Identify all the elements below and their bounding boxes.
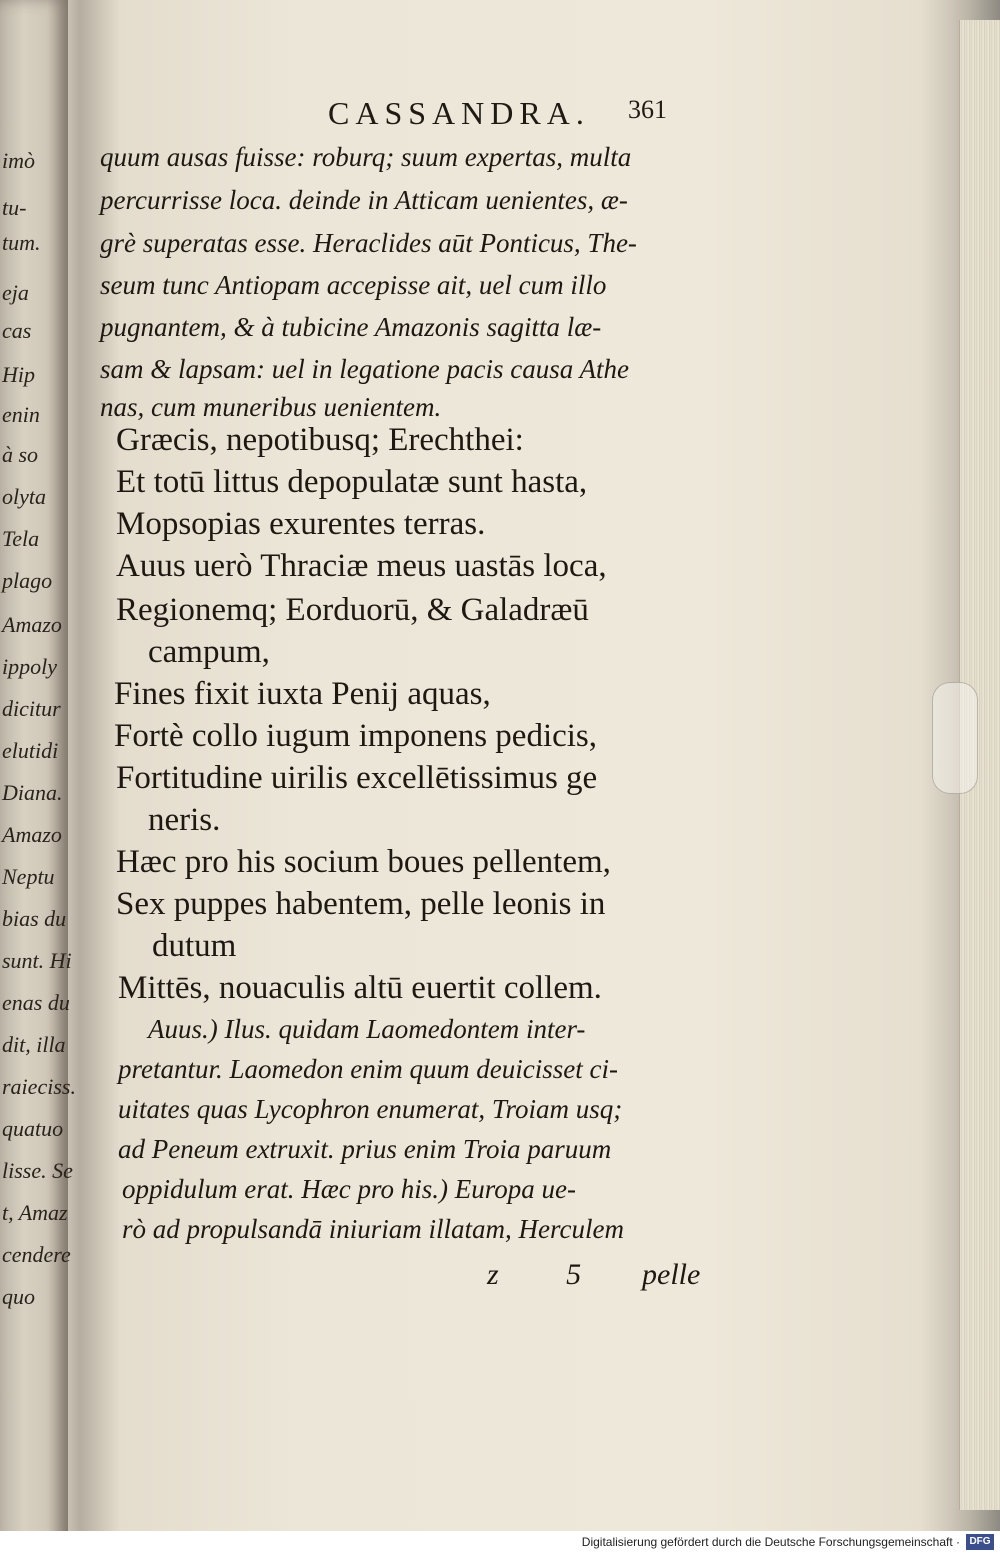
left-fragment: lisse. Se (2, 1158, 73, 1183)
left-fragment: Amazo (2, 612, 62, 637)
verse-line: Auus uerò Thraciæ meus uastās loca, (116, 548, 607, 584)
left-fragment: ippoly (2, 654, 57, 679)
left-fragment: Neptu (2, 864, 55, 889)
left-fragment: tum. (2, 230, 41, 255)
left-fragment: olyta (2, 484, 46, 509)
commentary-line: pretantur. Laomedon enim quum deuicisset ci- (118, 1054, 618, 1084)
left-fragment: Diana. (2, 780, 63, 805)
verse-line: dutum (152, 928, 237, 964)
left-fragment: elutidi (2, 738, 59, 763)
left-fragment: Amazo (2, 822, 62, 847)
left-fragment: quo (2, 1284, 35, 1309)
verse-line: Mittēs, nouaculis altū euertit collem. (118, 970, 602, 1006)
running-head: CASSANDRA. (328, 95, 590, 131)
verse-line: Sex puppes habentem, pelle leonis in (116, 886, 606, 922)
signature-mark: z 5 (487, 1258, 612, 1291)
dfg-logo-icon: DFG (966, 1534, 994, 1550)
left-fragment: cendere (2, 1242, 71, 1267)
verse-line: Fines fixit iuxta Penij aquas, (114, 676, 491, 712)
commentary-line: ad Peneum extruxit. prius enim Troia paruum (118, 1134, 612, 1164)
commentary-line: Auus.) Ilus. quidam Laomedontem inter- (148, 1014, 586, 1044)
left-fragment: à so (2, 442, 39, 467)
left-fragment: dit, illa (2, 1032, 66, 1057)
commentary-line: grè superatas esse. Heraclides aūt Ponticus, The- (100, 228, 637, 258)
left-fragment: plago (2, 568, 53, 593)
left-fragment: enin (2, 402, 40, 427)
commentary-line: seum tunc Antiopam accepisse ait, uel cum illo (100, 270, 607, 300)
page-number: 361 (628, 95, 667, 124)
commentary-line: pugnantem, & à tubicine Amazonis sagitta læ- (100, 312, 602, 342)
commentary-line: sam & lapsam: uel in legatione pacis causa Athe (100, 354, 629, 384)
left-fragment: Tela (2, 526, 40, 551)
left-fragment: eja (2, 280, 29, 305)
verse-line: Fortè collo iugum imponens pedicis, (114, 718, 598, 754)
left-fragment: t, Amaz (2, 1200, 68, 1225)
verse-line: Regionemq; Eorduorū, & Galadræū (116, 592, 589, 628)
commentary-line: quum ausas fuisse: roburq; suum expertas, multa (100, 142, 632, 172)
left-page-edge (0, 0, 76, 1555)
left-fragment: raieciss. (2, 1074, 76, 1099)
left-fragment: dicitur (2, 696, 61, 721)
verse-line: neris. (148, 802, 221, 838)
commentary-line: oppidulum erat. Hæc pro his.) Europa ue- (122, 1174, 576, 1204)
left-fragment: Hip (2, 362, 35, 387)
verse-line: Hæc pro his socium boues pellentem, (116, 844, 611, 880)
verse-line: Mopsopias exurentes terras. (116, 506, 486, 542)
left-fragment: quatuo (2, 1116, 64, 1141)
left-fragment: enas du (2, 990, 70, 1015)
page-tab (932, 682, 978, 794)
verse-line: Græcis, nepotibusq; Erechthei: (116, 422, 524, 458)
commentary-line: nas, cum muneribus uenientem. (100, 392, 442, 422)
catchword: pelle (642, 1258, 701, 1291)
left-fragment: tu- (2, 195, 27, 220)
commentary-line: rò ad propulsandā iniuriam illatam, Herculem (122, 1214, 624, 1244)
funding-credit: Digitalisierung gefördert durch die Deutsche Forschungsgemeinschaft · (581, 1535, 960, 1549)
commentary-line: percurrisse loca. deinde in Atticam uenientes, æ- (100, 185, 628, 215)
verse-line: campum, (148, 634, 270, 670)
left-fragment: bias du (2, 906, 67, 931)
commentary-line: uitates quas Lycophron enumerat, Troiam usq; (118, 1094, 623, 1124)
verse-line: Et totū littus depopulatæ sunt hasta, (116, 464, 588, 500)
verse-line: Fortitudine uirilis excellētissimus ge (116, 760, 598, 796)
left-fragment: sunt. Hi (2, 948, 72, 973)
book-page (82, 0, 722, 1555)
left-fragment: imò (2, 148, 35, 173)
footer-strip (0, 1531, 1000, 1555)
left-fragment: cas (2, 318, 32, 343)
